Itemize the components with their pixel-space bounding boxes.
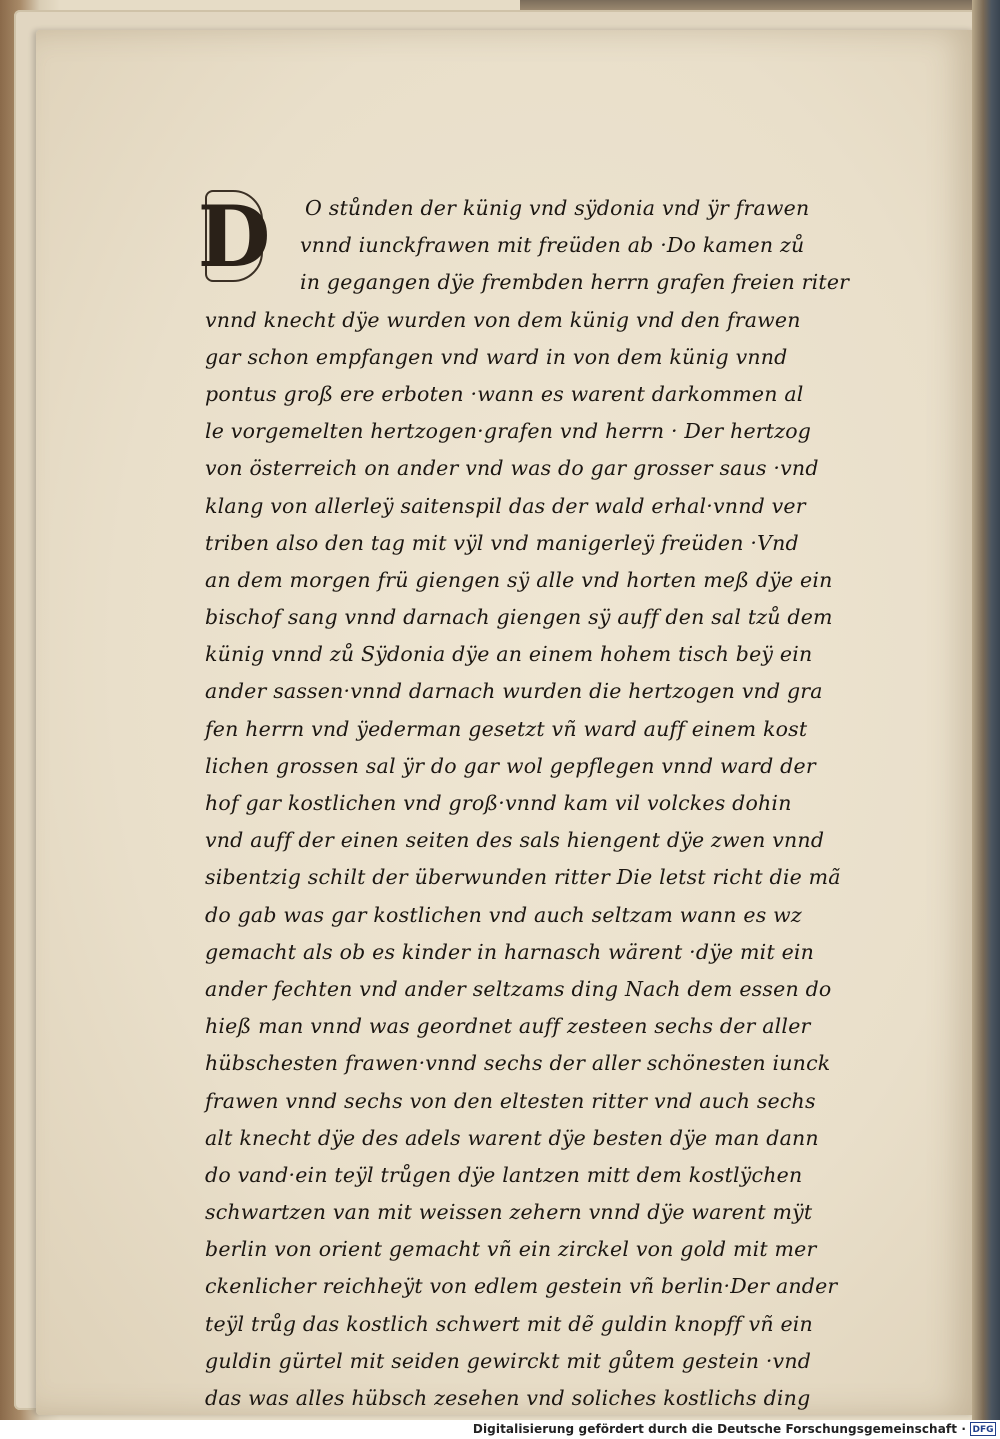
text-line: alt knecht dÿe des adels warent dÿe besten dÿe man dann xyxy=(205,1125,819,1150)
text-line: le vorgemelten hertzogen·grafen vnd herrn · Der hertzog xyxy=(205,419,812,444)
text-line: das was alles hübsch zesehen vnd soliches kostlichs ding xyxy=(205,1386,811,1410)
funding-credit: Digitalisierung gefördert durch die Deutsche Forschungsgemeinschaft · xyxy=(472,1422,966,1436)
text-line: vnnd iunckfrawen mit freüden ab ·Do kamen zů xyxy=(300,233,805,258)
text-line: gar schon empfangen vnd ward in von dem künig vnnd xyxy=(205,344,788,369)
text-line: künig vnnd zů Sÿdonia dÿe an einem hohem tisch beÿ ein xyxy=(205,642,813,667)
text-line: gemacht als ob es kinder in harnasch wärent ·dÿe mit ein xyxy=(205,939,815,964)
text-line: sibentzig schilt der überwunden ritter Die letst richt die mã xyxy=(205,865,841,890)
footer xyxy=(0,1420,1000,1439)
text-line: hof gar kostlichen vnd groß·vnnd kam vil volckes dohin xyxy=(205,791,792,815)
text-line: O stůnden der künig vnd sÿdonia vnd ÿr frawen xyxy=(305,196,810,220)
text-line: klang von allerleÿ saitenspil das der wald erhal·vnnd ver xyxy=(205,493,806,518)
text-line: bischof sang vnnd darnach giengen sÿ auff den sal tzů dem xyxy=(205,605,833,630)
text-line: hübschesten frawen·vnnd sechs der aller schönesten iunck xyxy=(205,1051,831,1076)
text-line: vnd auff der einen seiten des sals hiengent dÿe zwen vnnd xyxy=(205,828,825,853)
dfg-logo: DFG xyxy=(970,1422,996,1436)
text-line: teÿl trůg das kostlich schwert mit dẽ guldin knopff vñ ein xyxy=(205,1311,813,1336)
text-line: ander fechten vnd ander seltzams ding Nach dem essen do xyxy=(205,976,832,1001)
text-line: hieß man vnnd was geordnet auff zesteen sechs der aller xyxy=(205,1014,811,1039)
text-line: ckenlicher reichheÿt von edlem gestein vñ berlin·Der ander xyxy=(205,1274,838,1299)
text-line: berlin von orient gemacht vñ ein zirckel von gold mit mer xyxy=(205,1237,817,1262)
text-line: pontus groß ere erboten ·wann es warent darkommen al xyxy=(205,381,804,406)
text-line: in gegangen dÿe frembden herrn grafen freien riter xyxy=(300,270,850,295)
text-lines xyxy=(197,186,895,1417)
text-line: schwartzen van mit weissen zehern vnnd dÿe warent mÿt xyxy=(205,1200,813,1225)
text-line: vnnd knecht dÿe wurden von dem künig vnd den frawen xyxy=(205,307,801,332)
text-line: von österreich on ander vnd was do gar grosser saus ·vnd xyxy=(205,456,819,481)
text-line: do gab was gar kostlichen vnd auch seltzam wann es wz xyxy=(205,902,802,927)
text-line: lichen grossen sal ÿr do gar wol gepflegen vnnd ward der xyxy=(205,753,816,778)
text-line: an dem morgen frü giengen sÿ alle vnd horten meß dÿe ein xyxy=(205,567,833,592)
text-line: fen herrn vnd ÿederman gesetzt vñ ward auff einem kost xyxy=(205,716,808,741)
text-block xyxy=(197,186,895,1417)
text-line: ander sassen·vnnd darnach wurden die hertzogen vnd gra xyxy=(205,679,823,704)
text-line: triben also den tag mit vÿl vnd manigerleÿ freüden ·Vnd xyxy=(205,530,799,555)
text-line: do vand·ein teÿl trůgen dÿe lantzen mitt dem kostlÿchen xyxy=(205,1162,803,1187)
book-spine xyxy=(972,0,1000,1420)
text-line: guldin gürtel mit seiden gewirckt mit gůtem gestein ·vnd xyxy=(205,1348,812,1373)
decorated-initial: D xyxy=(197,186,271,286)
text-line: frawen vnnd sechs von den eltesten ritter vnd auch sechs xyxy=(205,1088,816,1113)
